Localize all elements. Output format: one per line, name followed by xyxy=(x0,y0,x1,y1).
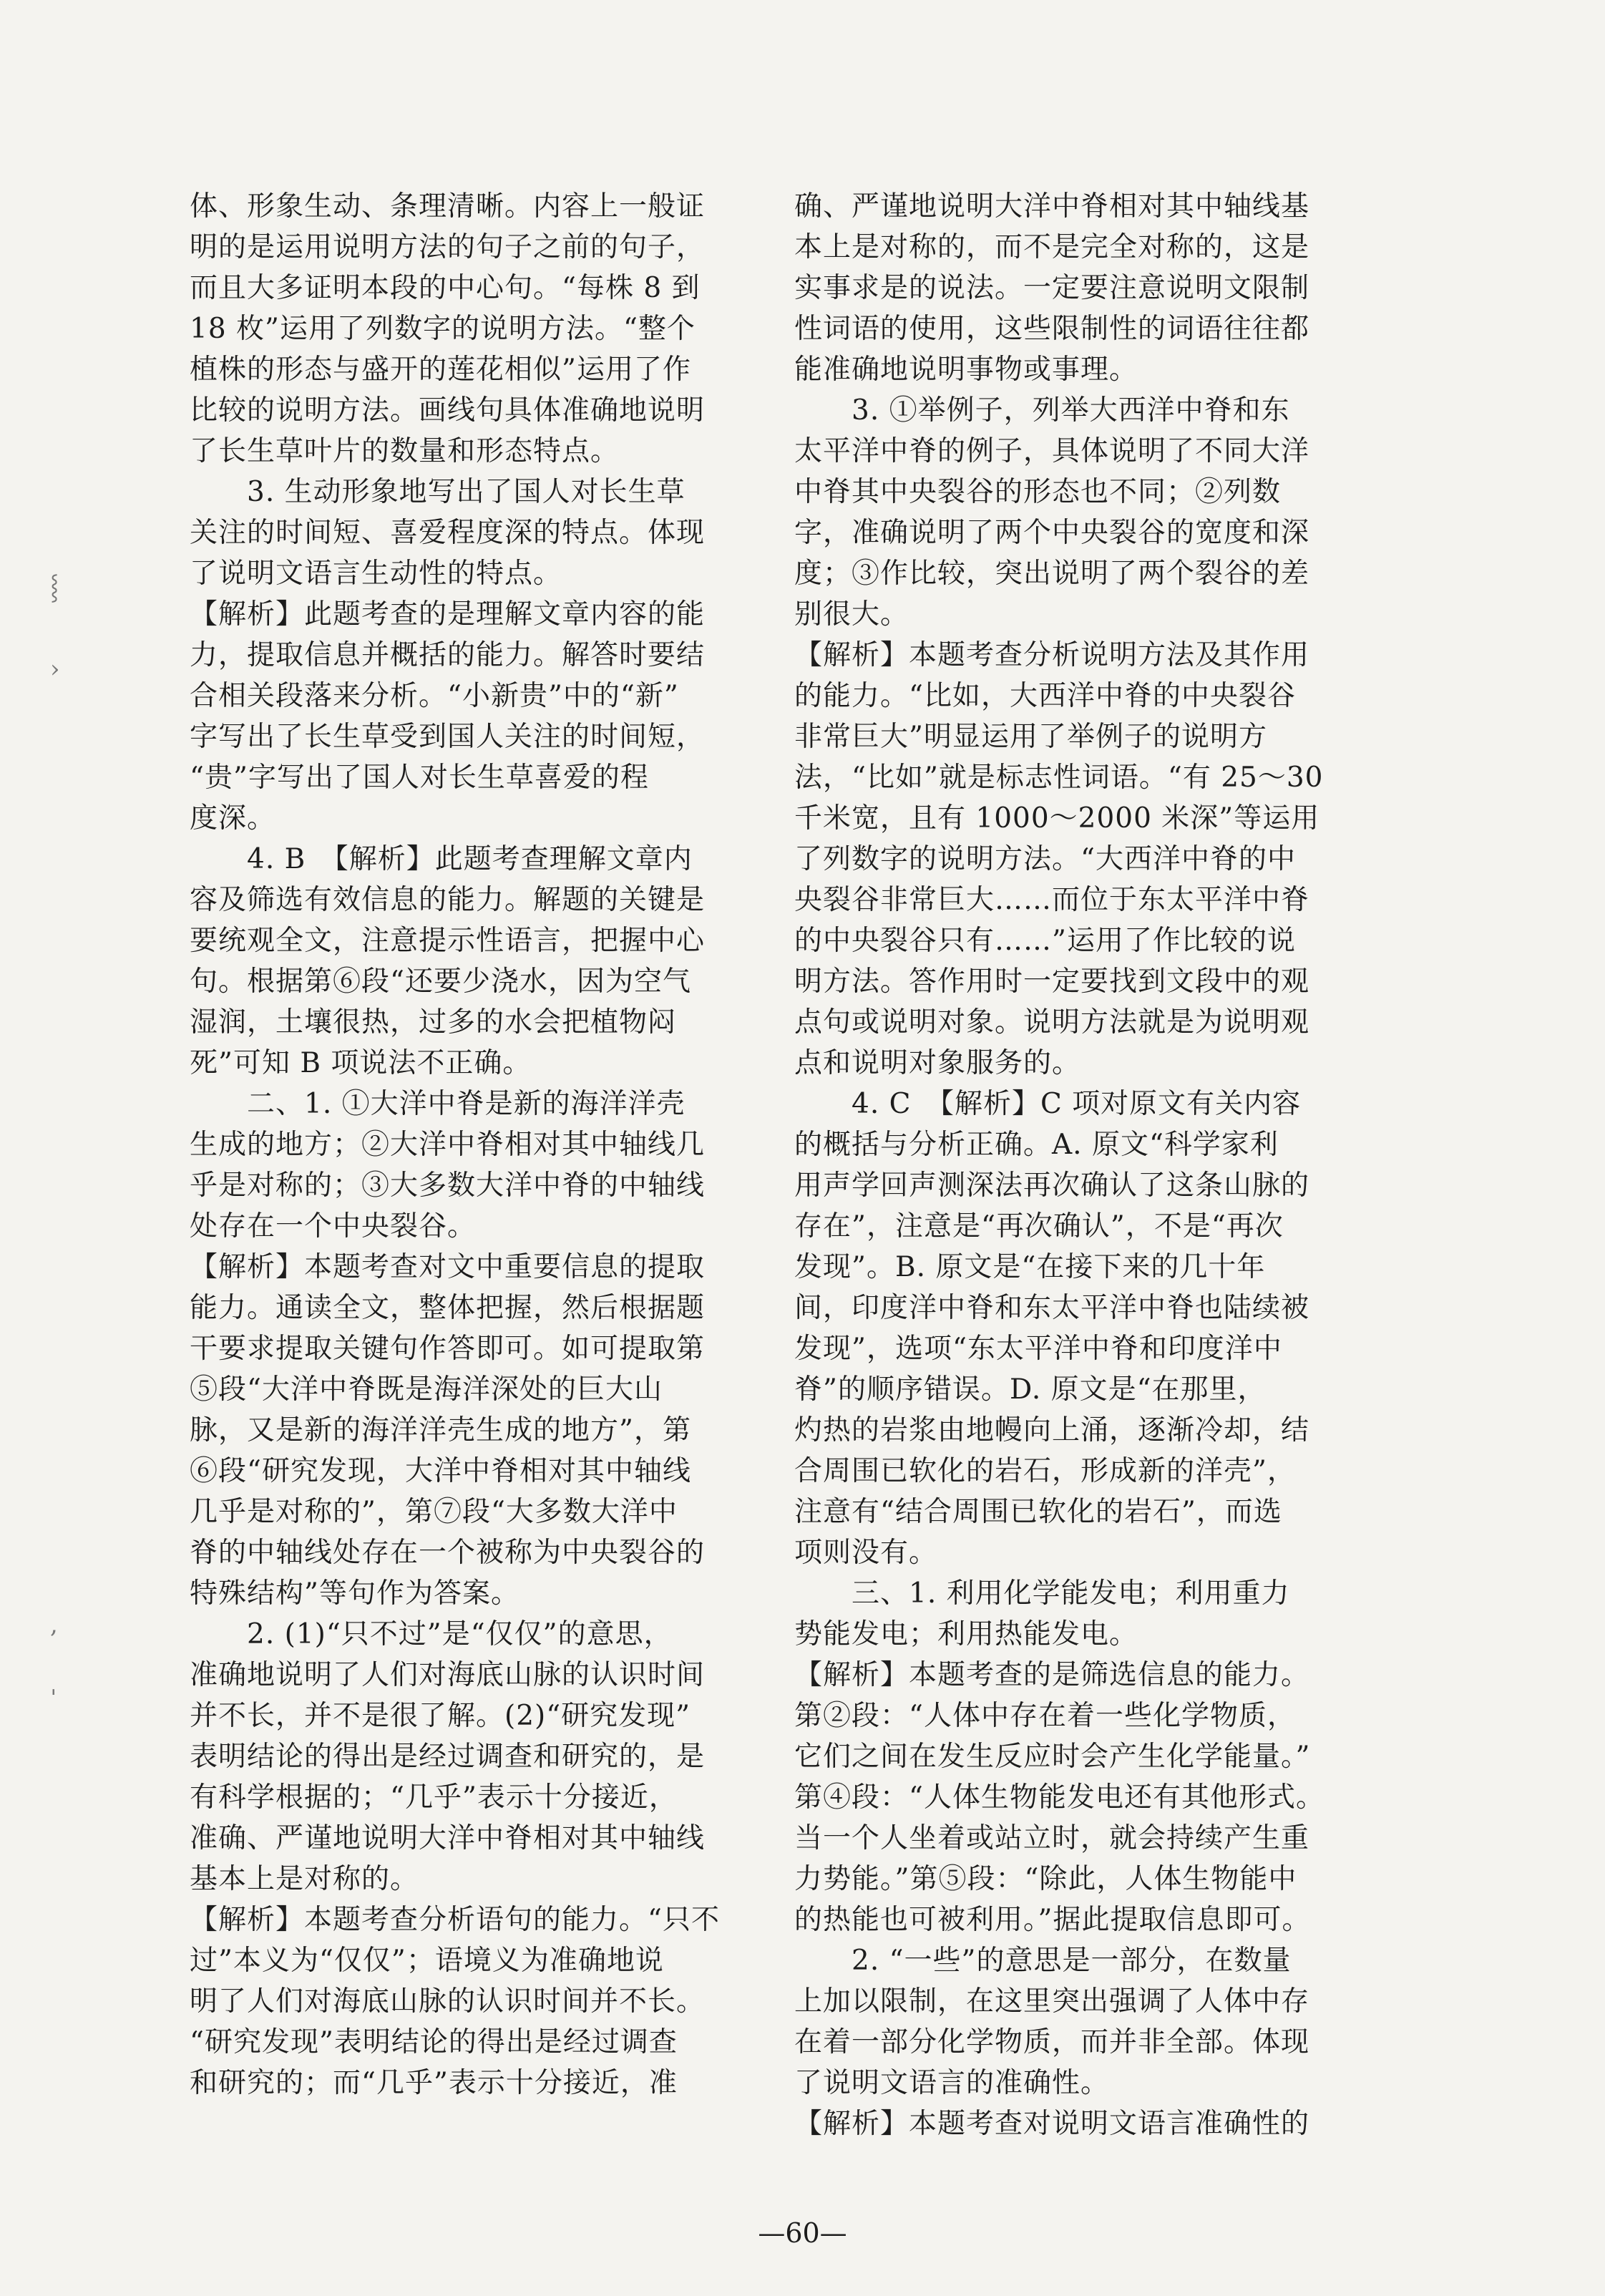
text-line: 干要求提取关键句作答即可。如可提取第 xyxy=(190,1333,706,1365)
text-line: 18 枚”运用了列数字的说明方法。“整个 xyxy=(190,313,696,345)
text-line: 生成的地方；②大洋中脊相对其中轴线几 xyxy=(190,1129,706,1161)
text-line: 和研究的；而“几乎”表示十分接近，准 xyxy=(190,2067,678,2099)
text-line: 的能力。“比如，大西洋中脊的中央裂谷 xyxy=(794,680,1296,712)
text-line: 发现”，选项“东太平洋中脊和印度洋中 xyxy=(794,1333,1282,1365)
text-line: 特殊结构”等句作为答案。 xyxy=(190,1577,519,1610)
right-column xyxy=(794,186,1445,2144)
text-line: 千米宽，且有 1000～2000 米深”等运用 xyxy=(794,802,1320,835)
text-line: 注意有“结合周围已软化的岩石”，而选 xyxy=(794,1496,1282,1528)
text-line: 要统观全文，注意提示性语言，把握中心 xyxy=(190,925,706,957)
text-line: 字写出了长生草受到国人关注的时间短， xyxy=(190,721,706,753)
text-line: 灼热的岩浆由地幔向上涌，逐渐冷却，结 xyxy=(794,1414,1310,1446)
text-line: 准确地说明了人们对海底山脉的认识时间 xyxy=(190,1659,706,1691)
text-line: 它们之间在发生反应时会产生化学能量。” xyxy=(794,1741,1311,1773)
text-line: 央裂谷非常巨大……而位于东太平洋中脊 xyxy=(794,884,1310,916)
text-line: 的概括与分析正确。A. 原文“科学家利 xyxy=(794,1129,1279,1161)
text-line: 湿润，土壤很热，过多的水会把植物闷 xyxy=(190,1006,677,1038)
text-line: 明的是运用说明方法的句子之前的句子， xyxy=(190,231,706,263)
text-line: 能力。通读全文，整体把握，然后根据题 xyxy=(190,1292,706,1324)
text-line: 3. ①举例子，列举大西洋中脊和东 xyxy=(852,394,1290,427)
text-line: “贵”字写出了国人对长生草喜爱的程 xyxy=(190,762,649,794)
text-line: “研究发现”表明结论的得出是经过调查 xyxy=(190,2026,678,2058)
text-line: 确、严谨地说明大洋中脊相对其中轴线基 xyxy=(794,190,1310,223)
text-line: 了说明文语言的准确性。 xyxy=(794,2067,1110,2099)
text-line: 性词语的使用，这些限制性的词语往往都 xyxy=(794,313,1310,345)
text-line: 合周围已软化的岩石，形成新的洋壳”， xyxy=(794,1455,1296,1487)
text-line: 几乎是对称的”，第⑦段“大多数大洋中 xyxy=(190,1496,678,1528)
text-line: 准确、严谨地说明大洋中脊相对其中轴线 xyxy=(190,1822,706,1854)
text-line: 表明结论的得出是经过调查和研究的，是 xyxy=(190,1741,706,1773)
text-line: 字，准确说明了两个中央裂谷的宽度和深 xyxy=(794,517,1310,549)
text-line: 【解析】此题考查的是理解文章内容的能 xyxy=(190,598,706,631)
text-line: 2. (1)“只不过”是“仅仅”的意思， xyxy=(247,1618,673,1650)
text-line: 【解析】本题考查对文中重要信息的提取 xyxy=(190,1251,706,1283)
text-line: 力势能。”第⑤段：“除此，人体生物能中 xyxy=(794,1863,1297,1895)
text-line: 3. 生动形象地写出了国人对长生草 xyxy=(247,476,686,508)
text-line: 【解析】本题考查的是筛选信息的能力。 xyxy=(794,1659,1310,1691)
text-line: 用声学回声测深法再次确认了这条山脉的 xyxy=(794,1169,1310,1202)
text-line: 当一个人坐着或站立时，就会持续产生重 xyxy=(794,1822,1310,1854)
text-line: 【解析】本题考查分析说明方法及其作用 xyxy=(794,639,1310,671)
text-line: 项则没有。 xyxy=(794,1537,938,1569)
text-line: 的中央裂谷只有……”运用了作比较的说 xyxy=(794,925,1296,957)
text-line: 力，提取信息并概括的能力。解答时要结 xyxy=(190,639,706,671)
text-line: 非常巨大”明显运用了举例子的说明方 xyxy=(794,721,1267,753)
page-number: —60— xyxy=(758,2217,847,2249)
text-line: 明方法。答作用时一定要找到文段中的观 xyxy=(794,965,1310,998)
text-line: 实事求是的说法。一定要注意说明文限制 xyxy=(794,272,1310,304)
text-line: 【解析】本题考查分析语句的能力。“只不 xyxy=(190,1904,720,1936)
text-line: 中脊其中央裂谷的形态也不同；②列数 xyxy=(794,476,1282,508)
text-line: 三、1. 利用化学能发电；利用重力 xyxy=(852,1577,1290,1610)
text-line: 4. C 【解析】C 项对原文有关内容 xyxy=(852,1088,1302,1120)
text-line: 度；③作比较，突出说明了两个裂谷的差 xyxy=(794,558,1310,590)
text-line: ⑤段“大洋中脊既是海洋深处的巨大山 xyxy=(190,1373,663,1406)
text-line: 4. B 【解析】此题考查理解文章内 xyxy=(247,843,693,875)
text-line: 脊的中轴线处存在一个被称为中央裂谷的 xyxy=(190,1537,706,1569)
text-line: 乎是对称的；③大多数大洋中脊的中轴线 xyxy=(190,1169,706,1202)
margin-mark: ˈ xyxy=(50,1685,57,1714)
text-line: 明了人们对海底山脉的认识时间并不长。 xyxy=(190,1985,706,2018)
text-line: 别很大。 xyxy=(794,598,909,631)
text-line: 比较的说明方法。画线句具体准确地说明 xyxy=(190,394,706,427)
text-line: 点句或说明对象。说明方法就是为说明观 xyxy=(794,1006,1310,1038)
text-line: 了说明文语言生动性的特点。 xyxy=(190,558,562,590)
text-line: 2. “一些”的意思是一部分，在数量 xyxy=(852,1945,1292,1977)
text-line: 了长生草叶片的数量和形态特点。 xyxy=(190,435,620,467)
text-line: 并不长，并不是很了解。(2)“研究发现” xyxy=(190,1700,691,1732)
text-line: 了列数字的说明方法。“大西洋中脊的中 xyxy=(794,843,1296,875)
text-line: 第②段：“人体中存在着一些化学物质， xyxy=(794,1700,1296,1732)
text-line: 过”本义为“仅仅”；语境义为准确地说 xyxy=(190,1945,664,1977)
text-line: 在着一部分化学物质，而并非全部。体现 xyxy=(794,2026,1310,2058)
text-line: 脊”的顺序错误。D. 原文是“在那里， xyxy=(794,1373,1267,1406)
text-line: 死”可知 B 项说法不正确。 xyxy=(190,1047,532,1079)
text-line: 植株的形态与盛开的莲花相似”运用了作 xyxy=(190,354,691,386)
text-line: 的热能也可被利用。”据此提取信息即可。 xyxy=(794,1904,1311,1936)
text-line: 基本上是对称的。 xyxy=(190,1863,419,1895)
text-line: 第④段：“人体生物能发电还有其他形式。 xyxy=(794,1781,1325,1814)
text-line: 发现”。B. 原文是“在接下来的几十年 xyxy=(794,1251,1266,1283)
margin-mark: ⸾ xyxy=(50,573,59,601)
text-line: 体、形象生动、条理清晰。内容上一般证 xyxy=(190,190,706,223)
text-line: 势能发电；利用热能发电。 xyxy=(794,1618,1138,1650)
text-line: 容及筛选有效信息的能力。解题的关键是 xyxy=(190,884,706,916)
text-line: 句。根据第⑥段“还要少浇水，因为空气 xyxy=(190,965,691,998)
text-line: 【解析】本题考查对说明文语言准确性的 xyxy=(794,2108,1310,2140)
text-line: 二、1. ①大洋中脊是新的海洋洋壳 xyxy=(247,1088,686,1120)
text-line: 太平洋中脊的例子，具体说明了不同大洋 xyxy=(794,435,1310,467)
text-line: 有科学根据的；“几乎”表示十分接近， xyxy=(190,1781,678,1814)
text-line: 上加以限制，在这里突出强调了人体中存 xyxy=(794,1985,1310,2018)
margin-mark: , xyxy=(50,1610,58,1639)
text-line: ⑥段“研究发现，大洋中脊相对其中轴线 xyxy=(190,1455,691,1487)
text-line: 脉，又是新的海洋洋壳生成的地方”，第 xyxy=(190,1414,691,1446)
text-line: 本上是对称的，而不是完全对称的，这是 xyxy=(794,231,1310,263)
margin-mark: › xyxy=(50,655,60,684)
text-line: 而且大多证明本段的中心句。“每株 8 到 xyxy=(190,272,701,304)
text-line: 点和说明对象服务的。 xyxy=(794,1047,1081,1079)
text-line: 处存在一个中央裂谷。 xyxy=(190,1210,477,1242)
left-column xyxy=(190,186,841,2103)
text-line: 度深。 xyxy=(190,802,276,835)
text-line: 合相关段落来分析。“小新贵”中的“新” xyxy=(190,680,679,712)
text-line: 间，印度洋中脊和东太平洋中脊也陆续被 xyxy=(794,1292,1310,1324)
text-line: 存在”，注意是“再次确认”，不是“再次 xyxy=(794,1210,1284,1242)
text-line: 关注的时间短、喜爱程度深的特点。体现 xyxy=(190,517,706,549)
text-line: 法，“比如”就是标志性词语。“有 25～30 xyxy=(794,762,1324,794)
text-line: 能准确地说明事物或事理。 xyxy=(794,354,1138,386)
